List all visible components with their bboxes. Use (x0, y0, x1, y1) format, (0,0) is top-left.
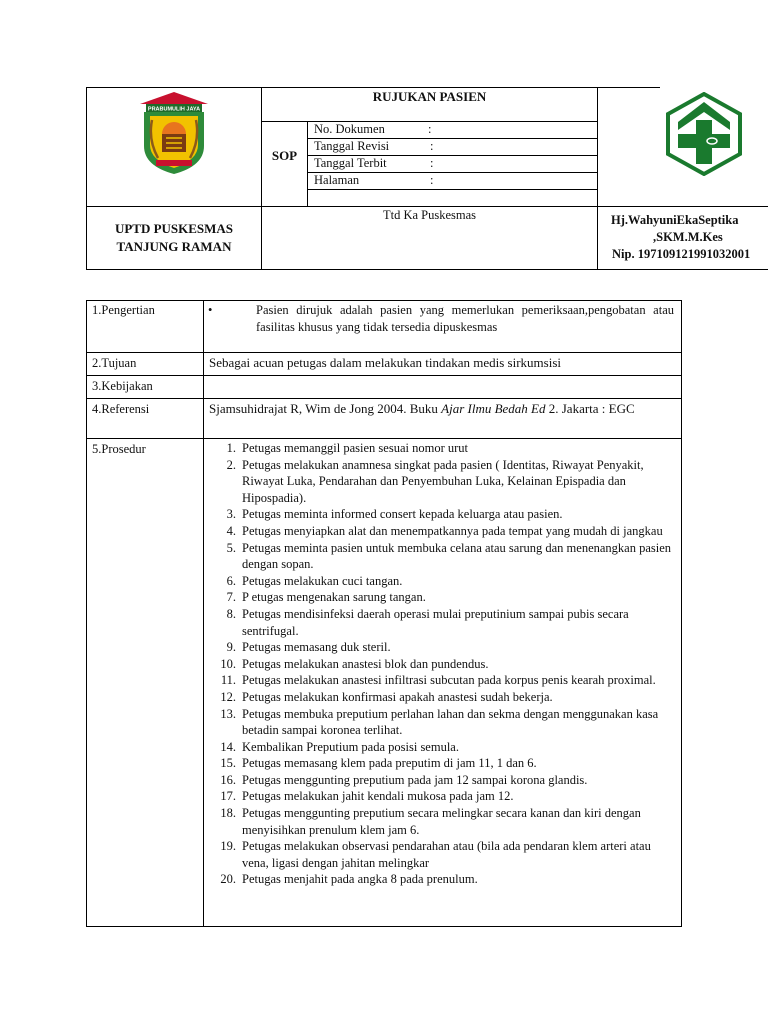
procedure-step (204, 772, 676, 789)
signer-nip: Nip. 197109121991032001 (612, 247, 751, 261)
meta-colon: : (430, 156, 434, 170)
step-number: 15. (220, 756, 236, 771)
prosedur-list (204, 440, 676, 888)
step-number: 18. (220, 806, 236, 821)
procedure-step (204, 457, 676, 507)
meta-row-page (314, 173, 434, 188)
section-label-tujuan: 2.Tujuan (92, 356, 137, 370)
step-number: 6. (226, 573, 236, 588)
step-number: 1. (226, 441, 236, 455)
step-text: Petugas menyiapkan alat dan menempatkannya pada tempat yang mudah di jangkau (242, 523, 663, 538)
step-number: 8. (226, 606, 236, 621)
procedure-step (204, 523, 676, 540)
step-number: 16. (220, 772, 236, 787)
step-number: 12. (220, 689, 236, 704)
step-text: Petugas melakukan anastesi infiltrasi subcutan pada korpus penis kearah proximal. (242, 673, 656, 688)
step-text: Petugas menjahit pada angka 8 pada prenulum. (242, 872, 478, 887)
referensi-text (209, 400, 677, 418)
step-text: Petugas melakukan konfirmasi apakah anastesi sudah bekerja. (242, 689, 553, 704)
step-text: Kembalikan Preputium pada posisi semula. (242, 739, 459, 754)
step-number: 9. (226, 640, 236, 655)
step-text: Petugas memasang klem pada preputim di jam 11, 1 dan 6. (242, 756, 537, 771)
procedure-step (204, 540, 676, 573)
section-label-referensi: 4.Referensi (92, 402, 150, 416)
document-title: RUJUKAN PASIEN (372, 89, 487, 104)
step-text: Petugas membuka preputium perlahan lahan dan sekma dengan menggunakan kasa betadin sampai koronea terlihat. (242, 706, 659, 738)
step-text: Petugas mendisinfeksi daerah operasi mulai preputinium sampai pubis secara sentrifugal. (242, 606, 629, 638)
step-number: 11. (220, 673, 236, 688)
step-number: 7. (226, 590, 236, 605)
pengertian-text: Pasien dirujuk adalah pasien yang memerlukan pemeriksaan,pengobatan atau fasilitas khusus yang tidak tersedia dipuskesmas (256, 303, 674, 334)
procedure-step (204, 506, 676, 523)
step-text: Petugas melakukan jahit kendali mukosa pada jam 12. (242, 789, 514, 804)
step-text: Petugas menggunting preputium secara melingkar secara kanan dan kiri dengan menyisihkan prenulum klem jam 6. (242, 806, 641, 837)
procedure-step (204, 656, 676, 673)
signer-title: ,SKM.M.Kes (653, 230, 723, 244)
procedure-step (204, 805, 676, 838)
meta-colon: : (428, 122, 432, 136)
step-number: 20. (220, 872, 236, 887)
procedure-step (204, 573, 676, 590)
meta-row-issue-date (314, 156, 434, 171)
procedure-step (204, 672, 676, 689)
signature-label: Ttd Ka Puskesmas (382, 208, 477, 222)
org-name-line2: TANJUNG RAMAN (116, 239, 232, 254)
procedure-step (204, 788, 676, 805)
step-text: Petugas memasang duk steril. (242, 640, 391, 655)
step-number: 13. (220, 706, 236, 721)
bullet-icon: • (208, 303, 213, 317)
procedure-step (204, 871, 676, 888)
step-number: 17. (220, 789, 236, 804)
section-label-prosedur: 5.Prosedur (92, 442, 146, 456)
regency-emblem-logo (138, 90, 210, 176)
procedure-step (204, 706, 676, 739)
step-number: 4. (226, 523, 236, 538)
section-label-kebijakan: 3.Kebijakan (92, 379, 153, 393)
meta-label: Tanggal Revisi (314, 139, 390, 153)
signer-block (604, 212, 768, 263)
section-label-pengertian: 1.Pengertian (92, 303, 155, 317)
procedure-step (204, 440, 676, 457)
procedure-step (204, 606, 676, 639)
emblem-banner-text: PRABUMULIH JAYA (147, 106, 201, 113)
procedure-step (204, 639, 676, 656)
meta-row-document-number (314, 122, 432, 137)
meta-label: Tanggal Terbit (314, 156, 387, 170)
tujuan-text: Sebagai acuan petugas dalam melakukan tindakan medis sirkumsisi (209, 355, 561, 370)
step-text: Petugas melakukan observasi pendarahan atau (bila ada pendaran klem arteri atau vena, ligasi dengan jahitan melingkar (242, 839, 651, 870)
procedure-step (204, 838, 676, 871)
meta-colon: : (430, 139, 434, 153)
step-text: Petugas meminta informed consert kepada keluarga atau pasien. (242, 507, 563, 522)
step-text: Petugas meminta pasien untuk membuka celana atau sarung dan menenangkan pasien dengan sopan. (242, 540, 672, 572)
procedure-step (204, 755, 676, 772)
org-name-line1: UPTD PUSKESMAS (114, 221, 234, 236)
meta-colon: : (430, 173, 434, 187)
step-number: 14. (220, 739, 236, 754)
step-number: 2. (226, 457, 236, 472)
referensi-post: 2. Jakarta : EGC (545, 401, 635, 416)
step-text: Petugas melakukan anastesi blok dan pundendus. (242, 656, 489, 671)
step-number: 19. (220, 839, 236, 854)
procedure-step (204, 739, 676, 756)
step-number: 10. (220, 656, 236, 671)
org-name (87, 220, 261, 256)
puskesmas-logo (664, 92, 744, 176)
step-text: P etugas mengenakan sarung tangan. (242, 590, 426, 605)
referensi-book-title: Ajar Ilmu Bedah Ed (441, 401, 546, 416)
step-number: 5. (226, 540, 236, 555)
procedure-step (204, 689, 676, 706)
sop-label: SOP (271, 148, 298, 163)
step-text: Petugas menggunting preputium pada jam 12 sampai korona glandis. (242, 772, 588, 787)
step-number: 3. (226, 507, 236, 522)
signer-name: Hj.WahyuniEkaSeptika (611, 213, 739, 227)
procedure-step (204, 589, 676, 606)
step-text: Petugas melakukan anamnesa singkat pada pasien ( Identitas, Riwayat Penyakit, Riwayat Luka, Pendarahan dan Penyembuhan Luka, Kelainan Epispadia dan Hipospadia). (242, 457, 644, 505)
pengertian-bullet (208, 302, 674, 335)
meta-label: No. Dokumen (314, 122, 385, 136)
referensi-pre: Sjamsuhidrajat R, Wim de Jong 2004. Buku (209, 401, 442, 416)
step-text: Petugas memanggil pasien sesuai nomor urut (242, 441, 469, 455)
meta-row-revision-date (314, 139, 434, 154)
meta-label: Halaman (314, 173, 360, 187)
step-text: Petugas melakukan cuci tangan. (242, 573, 403, 588)
